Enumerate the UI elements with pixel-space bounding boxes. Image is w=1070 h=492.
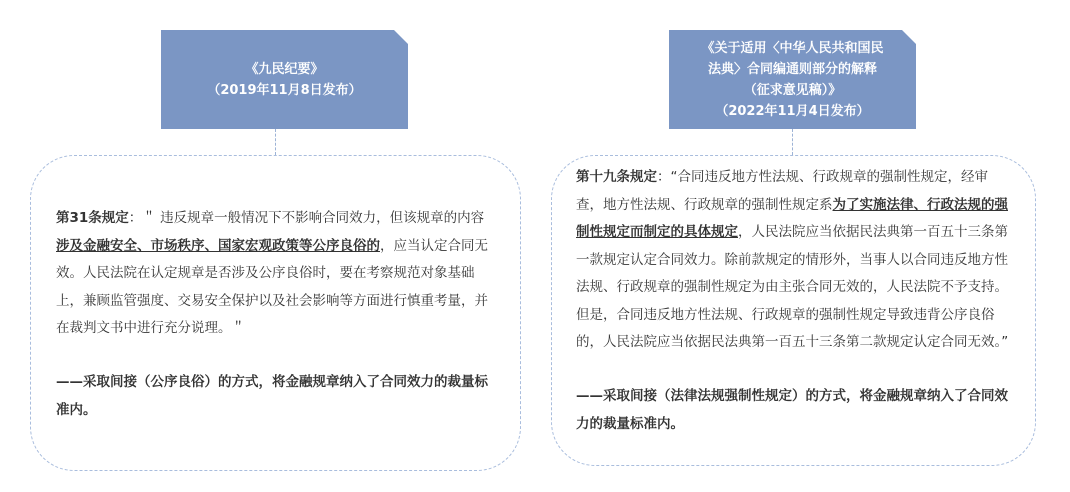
left-summary: ——采取间接（公序良俗）的方式，将金融规章纳入了合同效力的裁量标准内。 — [56, 374, 488, 418]
right-article-text-part2: ，人民法院应当依据民法典第一百五十三条第一款规定认定合同效力。除前款规定的情形外，当事人以合同违反地方性法规、行政规章的强制性规定为由主张合同无效的，人民法院不予支持。但是，合同违反地方性法规、行政规章的强制性规定导致违背公序良俗的，人民法院应当依据民法典第一百五十三条第二款规定认定合同无效。” — [576, 224, 1009, 350]
right-header-title-line2: 法典〉合同编通则部分的解释 — [707, 61, 877, 77]
left-article-close-quote: ＂ — [231, 320, 245, 336]
left-header-box — [161, 30, 408, 129]
right-article-paragraph — [576, 164, 1014, 357]
left-article-text-part1: 违反规章一般情况下不影响合同效力，但该规章的内容 — [155, 210, 485, 226]
left-connector-line — [275, 129, 276, 155]
left-article-open-quote: ＂ — [142, 210, 156, 226]
left-header-folded-corner — [394, 30, 408, 44]
left-article-label: 第31条规定 — [56, 210, 129, 226]
right-article-emphasis: 为了实施法律、行政法规的强制性规定而制定的具体规定 — [576, 196, 1008, 240]
right-article-separator: ： — [657, 169, 671, 185]
right-header-box — [669, 30, 916, 129]
right-header-title-line1: 《关于适用〈中华人民共和国民 — [701, 40, 884, 56]
right-header-date: （2022年11月4日发布） — [715, 103, 870, 119]
left-header-date: （2019年11月8日发布） — [207, 82, 362, 98]
left-article-paragraph — [56, 205, 496, 343]
right-article-label: 第十九条规定 — [576, 169, 657, 185]
right-summary: ——采取间接（法律法规强制性规定）的方式，将金融规章纳入了合同效力的裁量标准内。 — [576, 388, 1008, 432]
left-article-emphasis: 涉及金融安全、市场秩序、国家宏观政策等公序良俗的 — [56, 237, 380, 254]
left-header-title: 《九民纪要》 — [245, 61, 324, 77]
right-header-folded-corner — [902, 30, 916, 44]
right-article-text-part1: “合同违反地方性法规、行政规章的强制性规定，经审查，地方性法规、行政规章的强制性规定系 — [576, 169, 988, 213]
right-header-title-line3: （征求意见稿）》 — [743, 82, 842, 98]
right-connector-line — [792, 129, 793, 155]
left-article-text-part2: ，应当认定合同无效。人民法院在认定规章是否涉及公序良俗时，要在考察规范对象基础上，兼顾监管强度、交易安全保护以及社会影响等方面进行慎重考量，并在裁判文书中进行充分说理。 — [56, 237, 488, 336]
left-article-separator: ： — [128, 210, 143, 226]
